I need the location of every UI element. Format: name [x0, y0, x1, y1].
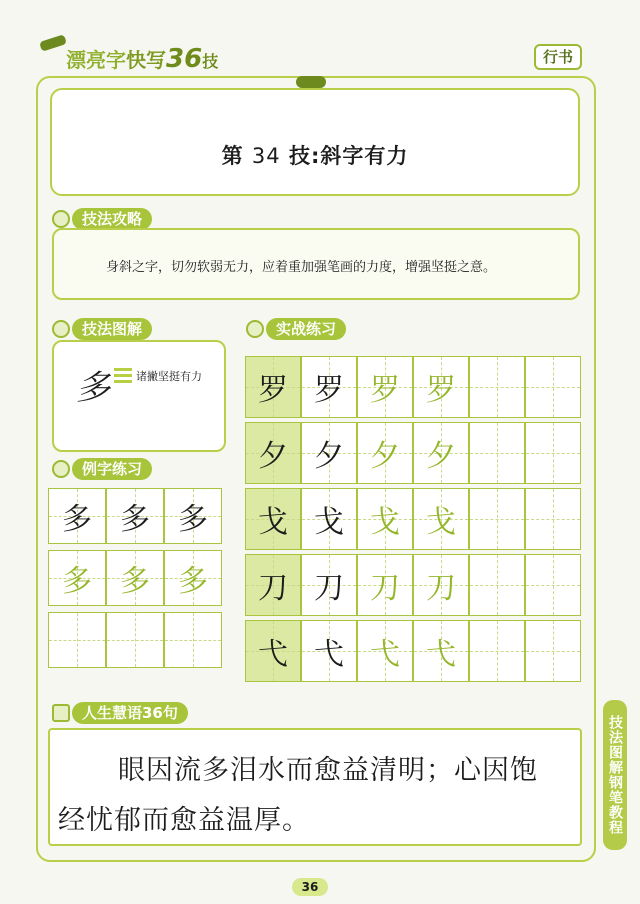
practice-char: 夕	[370, 439, 400, 474]
practice-char: 弋	[258, 637, 288, 672]
practice-char: 刀	[370, 571, 400, 606]
practice-char: 戈	[258, 505, 288, 540]
example-cell	[48, 612, 106, 668]
series-title-part2: 快写	[126, 48, 166, 72]
example-char: 多	[120, 502, 150, 537]
page-number: 36	[292, 878, 328, 896]
pen-icon	[39, 34, 67, 52]
example-char: 多	[120, 564, 150, 599]
practice-cell	[525, 356, 581, 418]
practice-cell	[469, 620, 525, 682]
title-suffix: 技:斜字有力	[288, 144, 409, 168]
example-char: 多	[178, 502, 208, 537]
practice-cell	[301, 488, 357, 550]
practice-char: 罗	[258, 373, 288, 408]
house-icon	[52, 704, 70, 722]
practice-cell	[413, 488, 469, 550]
example-cell	[164, 612, 222, 668]
practice-char: 罗	[370, 373, 400, 408]
practice-char: 刀	[258, 571, 288, 606]
pencil-icon	[246, 320, 264, 338]
practice-cell	[525, 554, 581, 616]
practice-grid	[245, 356, 581, 682]
practice-cell	[413, 620, 469, 682]
example-label: 例字练习	[72, 458, 152, 480]
practice-cell	[469, 488, 525, 550]
practice-cell	[525, 422, 581, 484]
practice-label: 实战练习	[266, 318, 346, 340]
envelope-icon	[52, 210, 70, 228]
quote-label: 人生慧语36句	[72, 702, 188, 724]
practice-char: 刀	[314, 571, 344, 606]
practice-cell	[301, 356, 357, 418]
example-grid	[48, 488, 222, 668]
quote-panel	[48, 728, 582, 846]
example-cell	[106, 488, 164, 544]
example-cell	[106, 550, 164, 606]
title-panel	[50, 88, 580, 196]
illustration-note: 诸撇坚挺有力	[136, 370, 202, 383]
page-title	[52, 140, 578, 170]
practice-char: 戈	[314, 505, 344, 540]
practice-cell	[301, 620, 357, 682]
series-title	[66, 44, 218, 74]
practice-cell	[413, 422, 469, 484]
practice-cell	[357, 356, 413, 418]
practice-cell	[301, 554, 357, 616]
practice-char: 刀	[426, 571, 456, 606]
practice-cell	[245, 620, 301, 682]
example-cell	[106, 612, 164, 668]
practice-char: 罗	[426, 373, 456, 408]
practice-cell	[413, 554, 469, 616]
script-badge: 行书	[534, 44, 582, 70]
practice-cell	[357, 554, 413, 616]
stroke-highlight-icon	[114, 368, 132, 371]
example-char: 多	[178, 564, 208, 599]
practice-char: 弋	[426, 637, 456, 672]
practice-char: 夕	[426, 439, 456, 474]
series-suffix: 技	[202, 52, 219, 71]
tips-label: 技法攻略	[72, 208, 152, 230]
practice-char: 夕	[314, 439, 344, 474]
series-title-part1: 漂亮字	[66, 48, 126, 72]
practice-cell	[245, 422, 301, 484]
example-cell	[164, 550, 222, 606]
practice-cell	[245, 356, 301, 418]
practice-cell	[469, 422, 525, 484]
practice-char: 夕	[258, 439, 288, 474]
title-prefix: 第	[221, 144, 244, 168]
practice-cell	[357, 422, 413, 484]
series-number: 36	[166, 44, 203, 74]
example-char: 多	[62, 502, 92, 537]
practice-cell	[245, 554, 301, 616]
magnifier-icon	[52, 320, 70, 338]
quote-line-1: 眼因流多泪水而愈益清明；心因饱	[118, 755, 538, 786]
practice-cell	[469, 554, 525, 616]
example-char: 多	[62, 564, 92, 599]
practice-cell	[357, 488, 413, 550]
title-pin-icon	[296, 76, 326, 88]
practice-char: 戈	[370, 505, 400, 540]
quote-line-2: 经忧郁而愈益温厚。	[58, 805, 310, 836]
illustration-label: 技法图解	[72, 318, 152, 340]
practice-char: 罗	[314, 373, 344, 408]
practice-char: 弋	[314, 637, 344, 672]
practice-char: 弋	[370, 637, 400, 672]
illustration-panel	[52, 340, 226, 452]
example-cell	[48, 488, 106, 544]
tips-text: 身斜之字，切勿软弱无力，应着重加强笔画的力度，增强坚挺之意。	[106, 260, 497, 275]
practice-cell	[413, 356, 469, 418]
tips-panel	[52, 228, 580, 300]
example-cell	[164, 488, 222, 544]
practice-cell	[301, 422, 357, 484]
illustration-char: 多	[76, 368, 110, 408]
person-icon	[52, 460, 70, 478]
example-cell	[48, 550, 106, 606]
practice-char: 戈	[426, 505, 456, 540]
practice-cell	[357, 620, 413, 682]
practice-cell	[469, 356, 525, 418]
practice-cell	[525, 620, 581, 682]
practice-cell	[525, 488, 581, 550]
side-tab: 技法图解钢笔教程	[603, 700, 627, 850]
title-number: 34	[251, 144, 281, 168]
practice-cell	[245, 488, 301, 550]
